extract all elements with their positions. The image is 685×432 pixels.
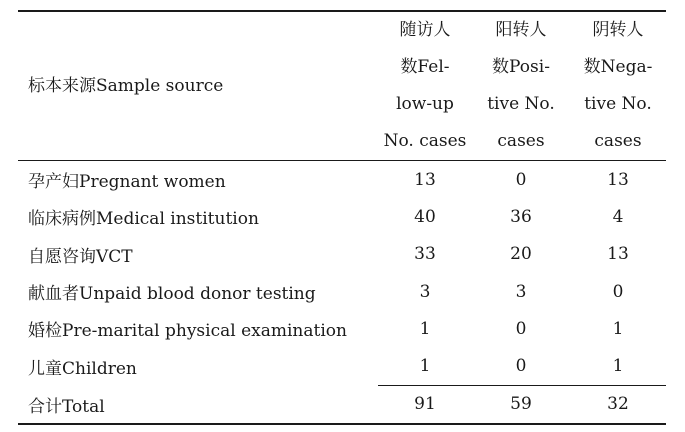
- table-row: [18, 310, 666, 347]
- header-follow-up-line-4: No. cases: [383, 131, 467, 151]
- total-negative-count: 32: [570, 385, 666, 424]
- row-sample-source: 儿童Children: [28, 358, 137, 379]
- table-row: [18, 347, 666, 385]
- row-negative-count: 1: [612, 356, 624, 377]
- header-negative-line-3: tive No.: [584, 94, 652, 114]
- row-sample-source: 婚检Pre-marital physical examination: [28, 321, 347, 342]
- row-positive-count: 20: [510, 244, 532, 265]
- follow-up-results-table: [18, 12, 666, 425]
- row-sample-source: 临床病例Medical institution: [28, 209, 259, 230]
- header-follow-up-line-2: 数Fel-: [400, 57, 450, 77]
- table-row: [18, 161, 666, 199]
- header-negative-cases: [570, 12, 666, 161]
- header-positive-line-2: 数Posi-: [492, 57, 550, 77]
- header-sample-source: 标本来源Sample source: [18, 12, 378, 161]
- total-row: [18, 385, 666, 424]
- row-negative-count: 4: [612, 206, 624, 227]
- row-positive-count: 36: [510, 206, 532, 227]
- row-follow-up-count: 33: [414, 244, 436, 265]
- table-row: [18, 273, 666, 310]
- row-positive-count: 0: [515, 169, 527, 190]
- row-negative-count: 13: [607, 244, 629, 265]
- row-positive-count: 3: [515, 281, 527, 302]
- table-header: [18, 12, 666, 161]
- total-positive-count: 59: [472, 385, 570, 424]
- header-row: [18, 12, 666, 161]
- header-negative-line-2: 数Nega-: [583, 57, 653, 77]
- table-row: [18, 198, 666, 235]
- header-follow-up-line-1: 随访人: [399, 20, 451, 40]
- row-negative-count: 13: [607, 169, 629, 190]
- row-follow-up-count: 40: [414, 206, 436, 227]
- table-row: [18, 236, 666, 273]
- row-sample-source: 自愿咨询VCT: [28, 246, 133, 267]
- row-follow-up-count: 1: [419, 356, 431, 377]
- row-follow-up-count: 3: [419, 281, 431, 302]
- row-follow-up-count: 13: [414, 169, 436, 190]
- header-follow-up-line-3: low-up: [396, 94, 454, 114]
- row-follow-up-count: 1: [419, 318, 431, 339]
- header-negative-line-4: cases: [594, 131, 642, 151]
- row-sample-source: 献血者Unpaid blood donor testing: [28, 284, 316, 305]
- header-negative-line-1: 阴转人: [592, 20, 644, 40]
- header-follow-up-cases: [378, 12, 472, 161]
- total-follow-up-count: 91: [378, 385, 472, 424]
- header-positive-line-4: cases: [497, 131, 545, 151]
- row-positive-count: 0: [515, 356, 527, 377]
- row-sample-source: 孕产妇Pregnant women: [28, 172, 226, 193]
- total-label: 合计Total: [18, 385, 378, 424]
- header-positive-cases: [472, 12, 570, 161]
- row-positive-count: 0: [515, 318, 527, 339]
- header-positive-line-3: tive No.: [487, 94, 555, 114]
- header-positive-line-1: 阳转人: [495, 20, 547, 40]
- row-negative-count: 1: [612, 318, 624, 339]
- table-body: [18, 161, 666, 425]
- row-negative-count: 0: [612, 281, 624, 302]
